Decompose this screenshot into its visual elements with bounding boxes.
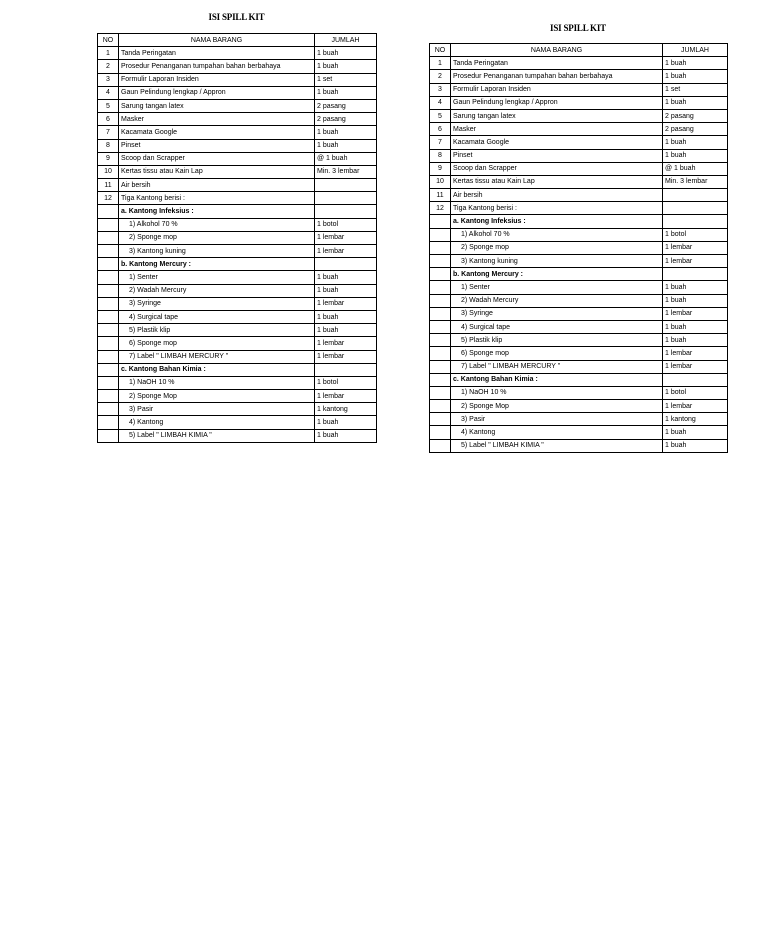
row-qty: 1 lembar <box>663 241 728 254</box>
row-item: c. Kantong Bahan Kimia : <box>451 373 663 386</box>
row-qty: 1 buah <box>315 284 377 297</box>
row-qty: 1 set <box>315 73 377 86</box>
table-body <box>98 47 377 443</box>
row-no <box>430 400 451 413</box>
row-item: c. Kantong Bahan Kimia : <box>119 363 315 376</box>
row-item: 2) Wadah Mercury <box>119 284 315 297</box>
row-no <box>430 281 451 294</box>
table-row <box>98 99 377 112</box>
row-qty: 1 buah <box>315 126 377 139</box>
table-row <box>430 255 728 268</box>
row-item: 2) Sponge mop <box>451 241 663 254</box>
header-item: NAMA BARANG <box>451 44 663 57</box>
row-qty <box>315 363 377 376</box>
row-qty: 2 pasang <box>315 113 377 126</box>
row-item: 1) Senter <box>119 271 315 284</box>
row-qty: 1 buah <box>315 429 377 442</box>
row-qty: 1 buah <box>663 281 728 294</box>
row-no: 1 <box>98 47 119 60</box>
table-row <box>98 284 377 297</box>
row-qty: 1 lembar <box>663 360 728 373</box>
row-no <box>430 439 451 452</box>
table-row <box>430 386 728 399</box>
row-no <box>98 350 119 363</box>
row-qty: 1 buah <box>663 136 728 149</box>
row-item: Masker <box>451 123 663 136</box>
row-qty: 2 pasang <box>663 109 728 122</box>
row-qty: 1 buah <box>663 70 728 83</box>
table-row <box>430 281 728 294</box>
row-no: 3 <box>98 73 119 86</box>
row-no <box>430 241 451 254</box>
row-no: 12 <box>430 202 451 215</box>
row-qty: 1 botol <box>315 218 377 231</box>
row-qty: 1 lembar <box>663 307 728 320</box>
row-qty: 1 lembar <box>315 337 377 350</box>
row-item: a. Kantong Infeksius : <box>119 205 315 218</box>
row-no: 4 <box>430 96 451 109</box>
row-qty: 1 botol <box>663 386 728 399</box>
row-item: Kacamata Google <box>119 126 315 139</box>
row-item: Sarung tangan latex <box>119 99 315 112</box>
table-row <box>430 162 728 175</box>
row-item: Kertas tissu atau Kain Lap <box>451 175 663 188</box>
row-qty: 1 buah <box>663 439 728 452</box>
header-no: NO <box>98 34 119 47</box>
row-item: 6) Sponge mop <box>119 337 315 350</box>
row-item: Gaun Pelindung lengkap / Appron <box>451 96 663 109</box>
row-item: 6) Sponge mop <box>451 347 663 360</box>
row-item: Pinset <box>119 139 315 152</box>
table-row <box>98 297 377 310</box>
row-item: 2) Sponge Mop <box>119 390 315 403</box>
row-no <box>98 297 119 310</box>
row-qty <box>315 179 377 192</box>
row-qty: 1 lembar <box>315 390 377 403</box>
table-row <box>430 400 728 413</box>
spill-kit-table <box>97 33 377 443</box>
row-no <box>430 360 451 373</box>
table-row <box>430 123 728 136</box>
row-no <box>98 390 119 403</box>
row-qty: 1 buah <box>315 47 377 60</box>
table-row <box>98 165 377 178</box>
row-no: 10 <box>430 175 451 188</box>
row-qty: Min. 3 lembar <box>663 175 728 188</box>
row-no: 7 <box>430 136 451 149</box>
row-qty: 1 buah <box>663 57 728 70</box>
table-row <box>430 70 728 83</box>
row-qty: 1 buah <box>315 139 377 152</box>
row-item: Prosedur Penanganan tumpahan bahan berbahaya <box>119 60 315 73</box>
table-row <box>98 218 377 231</box>
row-no <box>98 231 119 244</box>
row-qty <box>663 373 728 386</box>
row-no: 4 <box>98 86 119 99</box>
row-item: Kacamata Google <box>451 136 663 149</box>
table-row <box>430 136 728 149</box>
table-row <box>98 152 377 165</box>
table-header-row <box>98 34 377 47</box>
row-no <box>430 228 451 241</box>
row-no: 3 <box>430 83 451 96</box>
table-row <box>98 60 377 73</box>
row-no: 5 <box>98 99 119 112</box>
row-item: b. Kantong Mercury : <box>451 268 663 281</box>
table-row <box>98 390 377 403</box>
row-qty: 1 buah <box>663 426 728 439</box>
table-row <box>430 334 728 347</box>
table-row <box>98 376 377 389</box>
row-item: 1) NaOH 10 % <box>119 376 315 389</box>
row-qty: 1 buah <box>663 320 728 333</box>
table-row <box>430 109 728 122</box>
row-no <box>98 337 119 350</box>
row-qty: 1 buah <box>315 271 377 284</box>
table-header-row <box>430 44 728 57</box>
row-no <box>98 284 119 297</box>
table-row <box>98 47 377 60</box>
table-row <box>430 307 728 320</box>
table-row <box>430 149 728 162</box>
table-row <box>430 294 728 307</box>
row-item: 7) Label " LIMBAH MERCURY " <box>119 350 315 363</box>
row-qty: 1 buah <box>663 334 728 347</box>
row-no: 8 <box>98 139 119 152</box>
table-row <box>98 126 377 139</box>
row-item: Scoop dan Scrapper <box>451 162 663 175</box>
row-item: 2) Wadah Mercury <box>451 294 663 307</box>
row-no <box>98 403 119 416</box>
row-no: 11 <box>430 189 451 202</box>
row-no <box>430 413 451 426</box>
table-row <box>98 403 377 416</box>
row-item: 4) Kantong <box>451 426 663 439</box>
row-item: b. Kantong Mercury : <box>119 258 315 271</box>
table-row <box>430 175 728 188</box>
row-item: 3) Kantong kuning <box>119 245 315 258</box>
row-no: 2 <box>430 70 451 83</box>
sheet-title: ISI SPILL KIT <box>550 23 606 33</box>
row-no: 6 <box>98 113 119 126</box>
row-no: 1 <box>430 57 451 70</box>
table-row <box>430 360 728 373</box>
row-item: 7) Label " LIMBAH MERCURY " <box>451 360 663 373</box>
row-item: 3) Pasir <box>451 413 663 426</box>
table-row <box>98 192 377 205</box>
row-qty: 1 buah <box>315 310 377 323</box>
table-row <box>430 320 728 333</box>
row-no <box>430 386 451 399</box>
row-qty: 1 buah <box>315 86 377 99</box>
row-item: Tanda Peringatan <box>119 47 315 60</box>
table-row <box>98 258 377 271</box>
row-qty: 1 botol <box>315 376 377 389</box>
row-no <box>98 376 119 389</box>
table-row <box>98 179 377 192</box>
row-qty: @ 1 buah <box>663 162 728 175</box>
row-item: 4) Kantong <box>119 416 315 429</box>
row-no <box>98 205 119 218</box>
row-item: 4) Surgical tape <box>119 310 315 323</box>
table-row <box>430 439 728 452</box>
table-row <box>430 426 728 439</box>
row-no <box>98 271 119 284</box>
row-item: 5) Plastik klip <box>119 324 315 337</box>
table-row <box>98 231 377 244</box>
row-no: 10 <box>98 165 119 178</box>
row-no: 9 <box>98 152 119 165</box>
table-row <box>430 241 728 254</box>
row-item: 1) Alkohol 70 % <box>451 228 663 241</box>
row-no <box>430 255 451 268</box>
table-row <box>98 245 377 258</box>
row-no: 2 <box>98 60 119 73</box>
row-no <box>98 310 119 323</box>
row-no <box>430 294 451 307</box>
table-row <box>430 189 728 202</box>
row-item: Scoop dan Scrapper <box>119 152 315 165</box>
row-qty: 1 buah <box>315 324 377 337</box>
table-row <box>98 363 377 376</box>
row-no <box>430 373 451 386</box>
row-qty: 1 lembar <box>663 347 728 360</box>
header-item: NAMA BARANG <box>119 34 315 47</box>
row-no <box>98 363 119 376</box>
row-no <box>430 215 451 228</box>
row-item: Tanda Peringatan <box>451 57 663 70</box>
row-qty: 1 lembar <box>315 231 377 244</box>
header-qty: JUMLAH <box>663 44 728 57</box>
row-item: Gaun Pelindung lengkap / Appron <box>119 86 315 99</box>
row-no: 9 <box>430 162 451 175</box>
row-item: 5) Plastik klip <box>451 334 663 347</box>
table-row <box>98 337 377 350</box>
row-qty <box>663 189 728 202</box>
row-qty: 1 lembar <box>315 350 377 363</box>
row-no <box>98 258 119 271</box>
row-item: 2) Sponge mop <box>119 231 315 244</box>
table-body <box>430 57 728 453</box>
row-no: 12 <box>98 192 119 205</box>
table-row <box>430 215 728 228</box>
row-no: 7 <box>98 126 119 139</box>
row-item: Air bersih <box>119 179 315 192</box>
header-qty: JUMLAH <box>315 34 377 47</box>
row-qty: 1 lembar <box>315 297 377 310</box>
row-item: 5) Label " LIMBAH KIMIA " <box>119 429 315 442</box>
row-item: Formulir Laporan Insiden <box>451 83 663 96</box>
row-item: 3) Syringe <box>119 297 315 310</box>
row-no <box>430 426 451 439</box>
row-qty <box>315 205 377 218</box>
table-row <box>98 271 377 284</box>
row-item: a. Kantong Infeksius : <box>451 215 663 228</box>
row-item: Tiga Kantong berisi : <box>451 202 663 215</box>
row-qty: 1 lembar <box>315 245 377 258</box>
row-no <box>430 334 451 347</box>
table-row <box>98 205 377 218</box>
row-qty: 2 pasang <box>315 99 377 112</box>
row-qty: 1 kantong <box>663 413 728 426</box>
row-no <box>98 324 119 337</box>
row-item: Prosedur Penanganan tumpahan bahan berbahaya <box>451 70 663 83</box>
row-item: Air bersih <box>451 189 663 202</box>
spill-kit-table <box>429 43 728 453</box>
row-qty: 1 buah <box>315 416 377 429</box>
row-no <box>430 320 451 333</box>
row-no <box>430 347 451 360</box>
row-qty <box>663 268 728 281</box>
row-qty: 1 buah <box>663 294 728 307</box>
row-item: 5) Label " LIMBAH KIMIA " <box>451 439 663 452</box>
row-qty: 1 buah <box>315 60 377 73</box>
row-item: 1) Senter <box>451 281 663 294</box>
row-no <box>98 416 119 429</box>
row-no <box>430 307 451 320</box>
row-qty: 1 buah <box>663 96 728 109</box>
row-item: Masker <box>119 113 315 126</box>
table-row <box>430 268 728 281</box>
table-row <box>430 83 728 96</box>
sheet-title: ISI SPILL KIT <box>208 12 265 22</box>
row-qty: Min. 3 lembar <box>315 165 377 178</box>
table-row <box>98 324 377 337</box>
header-no: NO <box>430 44 451 57</box>
row-no: 6 <box>430 123 451 136</box>
row-no: 11 <box>98 179 119 192</box>
table-row <box>430 373 728 386</box>
row-qty: 1 set <box>663 83 728 96</box>
table-row <box>430 57 728 70</box>
row-item: 4) Surgical tape <box>451 320 663 333</box>
row-item: 3) Kantong kuning <box>451 255 663 268</box>
row-no: 5 <box>430 109 451 122</box>
row-qty <box>315 192 377 205</box>
row-qty: 2 pasang <box>663 123 728 136</box>
row-qty: 1 botol <box>663 228 728 241</box>
row-item: 3) Pasir <box>119 403 315 416</box>
row-item: Pinset <box>451 149 663 162</box>
row-item: 3) Syringe <box>451 307 663 320</box>
row-item: 1) NaOH 10 % <box>451 386 663 399</box>
row-no: 8 <box>430 149 451 162</box>
table-row <box>430 96 728 109</box>
row-qty: 1 lembar <box>663 255 728 268</box>
table-row <box>98 113 377 126</box>
table-row <box>98 429 377 442</box>
row-item: Kertas tissu atau Kain Lap <box>119 165 315 178</box>
table-row <box>98 310 377 323</box>
row-no <box>98 429 119 442</box>
row-qty: @ 1 buah <box>315 152 377 165</box>
table-row <box>430 347 728 360</box>
table-row <box>98 350 377 363</box>
row-qty <box>663 202 728 215</box>
row-item: Formulir Laporan Insiden <box>119 73 315 86</box>
row-no <box>98 245 119 258</box>
table-row <box>98 86 377 99</box>
table-row <box>98 416 377 429</box>
row-item: 1) Alkohol 70 % <box>119 218 315 231</box>
table-row <box>430 202 728 215</box>
row-qty <box>663 215 728 228</box>
row-item: Tiga Kantong berisi : <box>119 192 315 205</box>
table-row <box>430 228 728 241</box>
row-item: Sarung tangan latex <box>451 109 663 122</box>
table-row <box>98 73 377 86</box>
row-qty: 1 buah <box>663 149 728 162</box>
row-no <box>98 218 119 231</box>
row-qty: 1 kantong <box>315 403 377 416</box>
row-no <box>430 268 451 281</box>
row-item: 2) Sponge Mop <box>451 400 663 413</box>
table-row <box>430 413 728 426</box>
table-row <box>98 139 377 152</box>
row-qty: 1 lembar <box>663 400 728 413</box>
row-qty <box>315 258 377 271</box>
